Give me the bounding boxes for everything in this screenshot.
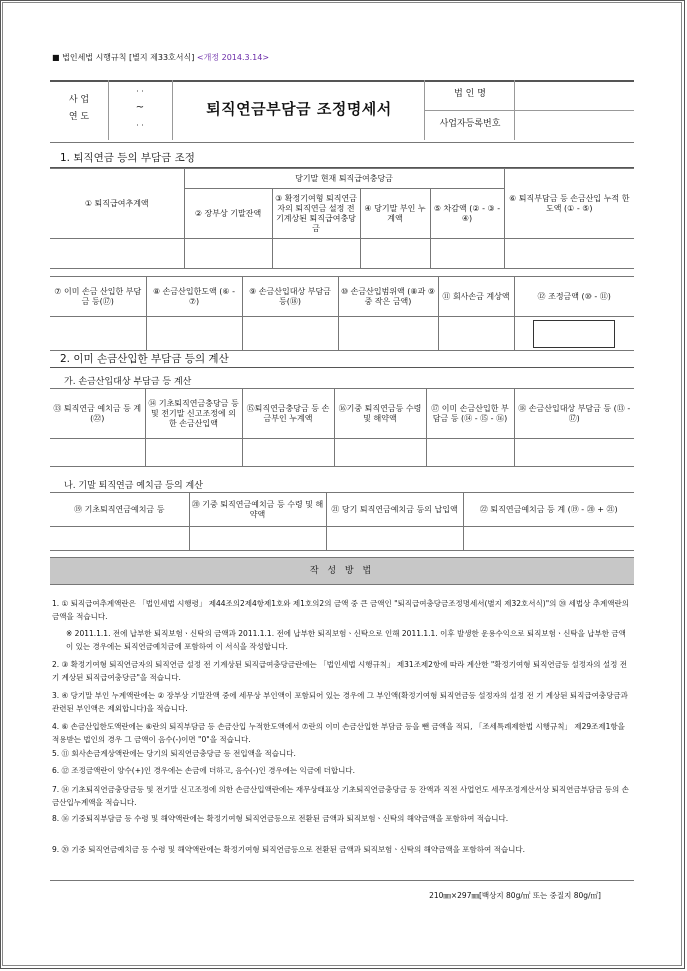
input-cell-12[interactable] [514, 317, 634, 351]
input-cell-4[interactable] [360, 239, 430, 269]
instruction-3: 3. ④ 당기말 부인 누계액란에는 ② 장부상 기말잔액 중에 세무상 부인액이 포함되어 있는 경우에 그 부인액(확정기여형 퇴직연금등 설정자의 설정 전 기 계상된 퇴직급여충당금과 관련된 부인액은 제외합니다)을 적습니다. [52, 691, 628, 713]
header-adjustment-amount: ⑫ 조정금액 (⑩ - ⑪) [514, 277, 634, 317]
header-opening-deposit: ⑲ 기초퇴직연금예치금 등 [50, 493, 189, 527]
input-cell-14[interactable] [145, 439, 242, 467]
section1-title: 1. 퇴직연금 등의 부담금 조정 [60, 152, 195, 164]
divider [50, 880, 634, 881]
revision-date: <개정 2014.3.14> [196, 53, 270, 62]
header-deposit-received: ⑳ 기중 퇴직연금예치금 등 수령 및 해약액 [189, 493, 326, 527]
input-cell-9[interactable] [242, 317, 338, 351]
divider [108, 80, 109, 140]
input-cell-5[interactable] [430, 239, 504, 269]
header-deduction-cumulative-limit: ⑥ 퇴직부담금 등 손금산입 누적 한도액 (① - ⑤) [504, 169, 634, 239]
divider [514, 80, 515, 140]
biz-number-field[interactable] [516, 112, 632, 139]
input-cell-21[interactable] [326, 527, 463, 551]
instruction-9: 9. ⑳ 기중 퇴직연금예치금 등 수령 및 해약액란에는 확정기여형 퇴직연금등으로 전환된 금액과 퇴직보험ㆍ신탁의 해약금액을 포함하여 적습니다. [52, 845, 526, 854]
instruction-8: 8. ⑯ 기중퇴직부담금 등 수령 및 해약액란에는 확정기여형 퇴직연금등으로 전환된 금액과 퇴직보험ㆍ신탁의 해약금액을 포함하여 적습니다. [52, 814, 509, 823]
corp-name-label: 법 인 명 [454, 89, 486, 99]
header-already-deducted: ⑦ 이미 손금 산입한 부담금 등(⑰) [50, 277, 146, 317]
adjustment-amount-box[interactable] [533, 320, 615, 348]
input-cell-10[interactable] [338, 317, 438, 351]
section2b-table [50, 492, 634, 551]
input-cell-11[interactable] [438, 317, 514, 351]
section1-table-b [50, 276, 634, 351]
header-deduction-limit: ⑧ 손금산입한도액 (⑥ - ⑦) [146, 277, 242, 317]
input-cell-17[interactable] [426, 439, 514, 467]
fiscal-year-end-dots: · · [136, 121, 144, 130]
header-net-amount: ⑤ 차감액 (② - ③ - ④) [430, 189, 504, 239]
form-title: 퇴직연금부담금 조정명세서 [206, 100, 392, 118]
input-cell-16[interactable] [334, 439, 426, 467]
input-cell-20[interactable] [189, 527, 326, 551]
section1-table-a [50, 168, 634, 269]
header-deductible-calc: ⑱ 손금산입대상 부담금 등 (⑬ - ⑰) [514, 389, 634, 439]
fiscal-year-start-dots: · · [136, 87, 144, 96]
divider [424, 110, 634, 111]
instruction-4: 4. ⑥ 손금산입한도액란에는 ⑥란의 퇴직부담금 등 손금산입 누적한도액에서 ⑦란의 이미 손금산입한 부담금 등을 뺀 금액을 적되, 「조세특례제한법 시행규칙」 제29조제1항을 적용받는 법인의 경우 그 금액이 음수(-)이면 "0"을 적습니다. [52, 722, 625, 744]
header-received-cancelled: ⑯기중 퇴직연금등 수령 및 해약액 [334, 389, 426, 439]
header-deposit-paid: ㉑ 당기 퇴직연금예치금 등의 납입액 [326, 493, 463, 527]
header-already-deducted-calc: ⑰ 이미 손금산입한 부담금 등 (⑭ - ⑮ - ⑯) [426, 389, 514, 439]
bullet-marker: ■ [52, 53, 60, 62]
input-cell-3[interactable] [272, 239, 360, 269]
instruction-note: ※ 2011.1.1. 전에 납부한 퇴직보험ㆍ신탁의 금액과 2011.1.1. 전에 납부한 퇴직보험ㆍ신탁으로 인해 2011.1.1. 이후 발생한 운용수익으로 퇴직보험ㆍ신탁을 납부한 금액이 있는 경우에는 퇴직연금예치금에 포함하여 이 서식을 작성합니다. [66, 629, 626, 651]
header-deduction-range: ⑩ 손금산입범위액 (⑧과 ⑨ 중 작은 금액) [338, 277, 438, 317]
form-reference-text: 법인세법 시행규칙 [별지 제33호서식] [62, 53, 195, 62]
header-pension-deposit-total: ⑬ 퇴직연금 예치금 등 계(㉒) [50, 389, 145, 439]
instruction-2: 2. ③ 확정기여형 퇴직연금자의 퇴직연금 설정 전 기계상된 퇴직급여충당금란에는 「법인세법 시행규칙」 제31조제2항에 따라 계산한 "확정기여형 퇴직연금등 설정자의 설정 전 기 계상된 퇴직급여충당금"을 적습니다. [52, 660, 627, 682]
divider [172, 80, 173, 140]
input-cell-13[interactable] [50, 439, 145, 467]
header-deductible-contributions: ⑨ 손금산입대상 부담금 등(⑱) [242, 277, 338, 317]
input-cell-1[interactable] [50, 239, 184, 269]
input-cell-2[interactable] [184, 239, 272, 269]
input-cell-18[interactable] [514, 439, 634, 467]
instruction-1: 1. ① 퇴직급여추계액란은 「법인세법 시행령」 제44조의2제4항제1호와 제1호의2의 금액 중 큰 금액인 "퇴직급여충당금조정명세서(별지 제32호서식)"의 ⑳ 세법상 추계액란의 금액을 적습니다. [52, 599, 630, 621]
fiscal-year-label-1: 사 업 [68, 95, 90, 105]
header-disallowed-cumulative: ④ 당기말 부인 누계액 [360, 189, 430, 239]
instruction-5: 5. ⑪ 회사손금계상액란에는 당기의 퇴직연금충당금 등 전입액을 적습니다. [52, 749, 296, 758]
section2-title: 2. 이미 손금산입한 부담금 등의 계산 [60, 353, 229, 365]
input-cell-7[interactable] [50, 317, 146, 351]
fiscal-year-label-2: 연 도 [68, 112, 90, 122]
corp-name-field[interactable] [516, 82, 632, 109]
header-dc-pre-reserve: ③ 확정기여형 퇴직연금자의 퇴직연금 설정 전 기계상된 퇴직급여충당금 [272, 189, 360, 239]
header-company-expense: ⑪ 회사손금 계상액 [438, 277, 514, 317]
paper-spec-footer: 210㎜×297㎜[백상지 80g/㎡ 또는 중질지 80g/㎡] [429, 891, 601, 900]
instruction-6: 6. ⑫ 조정금액란이 양수(+)인 경우에는 손금에 더하고, 음수(-)인 경우에는 익금에 더합니다. [52, 766, 356, 775]
header-deposit-total: ㉒ 퇴직연금예치금 등 계 (⑲ - ⑳ + ㉑) [463, 493, 634, 527]
input-cell-6[interactable] [504, 239, 634, 269]
input-cell-19[interactable] [50, 527, 189, 551]
input-cell-8[interactable] [146, 317, 242, 351]
input-cell-22[interactable] [463, 527, 634, 551]
input-cell-15[interactable] [242, 439, 334, 467]
section2a-title: 가. 손금산입대상 부담금 등 계산 [64, 377, 192, 387]
header-ending-reserve-group: 당기말 현재 퇴직급여충당금 [184, 169, 504, 189]
instruction-7: 7. ⑭ 기초퇴직연금충당금등 및 전기말 신고조정에 의한 손금산입액란에는 재무상태표상 기초퇴직연금충당금 등 잔액과 직전 사업연도 세무조정계산서상 퇴직연금부담금 등의 손금산입누계액을 적습니다. [52, 785, 629, 807]
instructions-header: 작 성 방 법 [50, 557, 634, 585]
divider [50, 367, 634, 368]
section2b-title: 나. 기말 퇴직연금 예치금 등의 계산 [64, 481, 203, 491]
fiscal-year-tilde: ~ [135, 102, 145, 113]
header-reserve-disallowed: ⑮퇴직연금충당금 등 손금부인 누계액 [242, 389, 334, 439]
header-book-ending-balance: ② 장부상 기말잔액 [184, 189, 272, 239]
biz-number-label: 사업자등록번호 [439, 119, 501, 129]
header-opening-reserve: ⑭ 기초퇴직연금충당금 등 및 전기말 신고조정에 의한 손금산입액 [145, 389, 242, 439]
form-reference-line [52, 52, 269, 63]
section2a-table [50, 388, 634, 467]
header-retirement-estimate: ① 퇴직급여추계액 [50, 169, 184, 239]
